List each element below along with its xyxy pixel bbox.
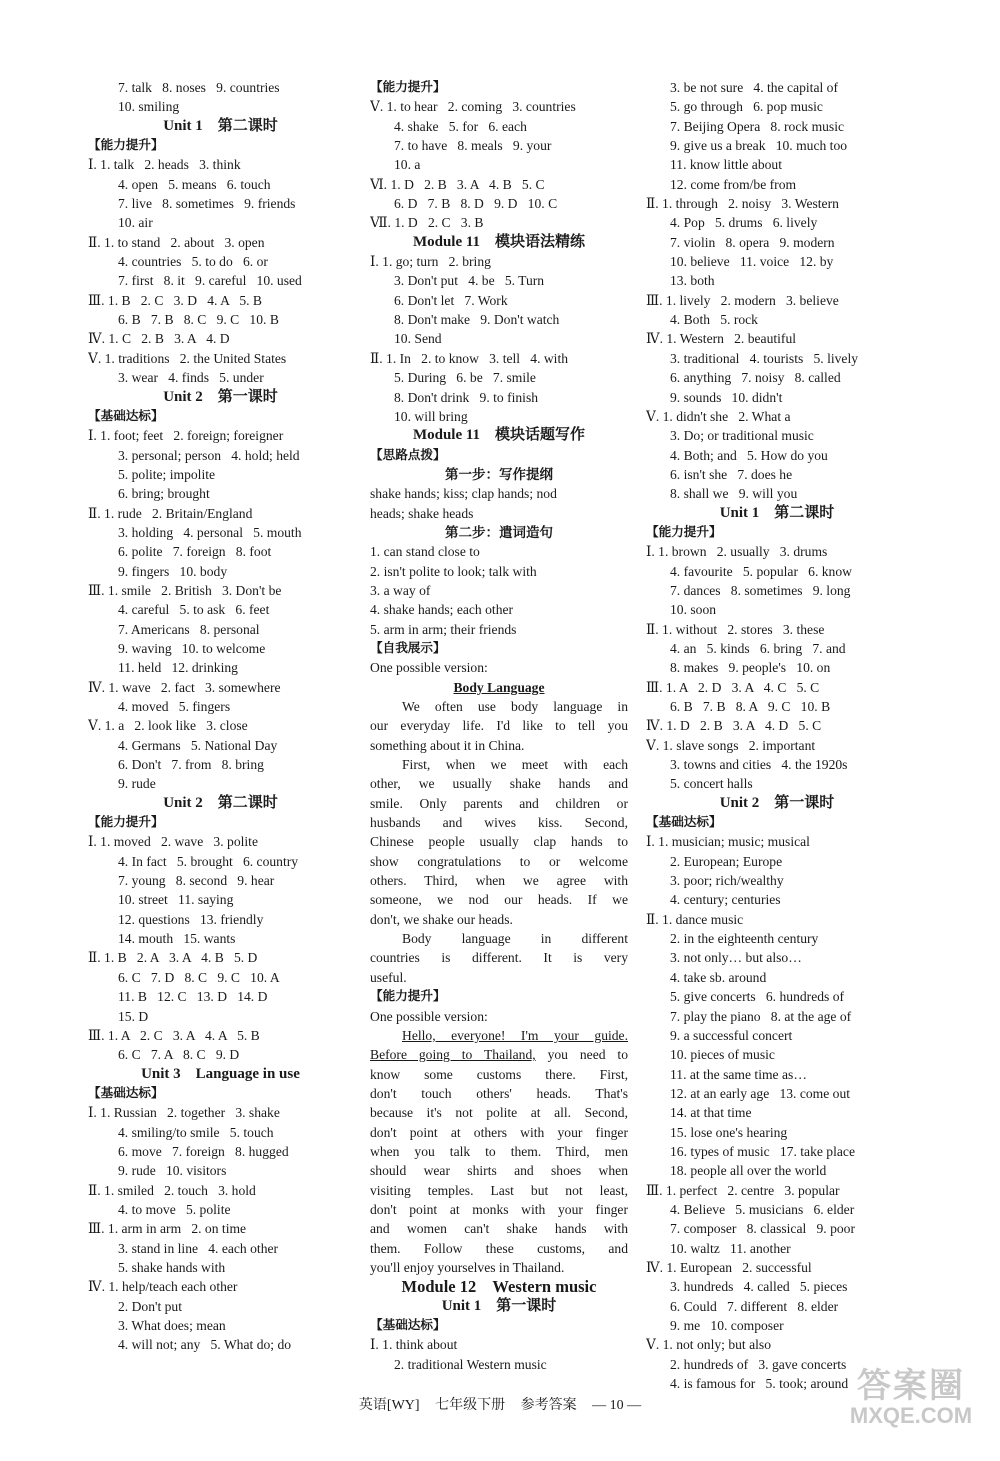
answer-line: 4. will not; any 5. What do; do	[118, 1337, 292, 1353]
answer-line: Ⅲ. 1. lively 2. modern 3. believe	[646, 292, 839, 308]
essay-line: Chinese people usually clap hands to	[370, 834, 628, 850]
answer-line: 7. live 8. sometimes 9. friends	[118, 196, 296, 212]
answer-line: 4. moved 5. fingers	[118, 699, 231, 714]
answer-line: 12. come from/be from	[670, 176, 797, 192]
answer-line: Ⅱ. 1. In 2. to know 3. tell 4. with	[370, 350, 569, 366]
answer-line: 4. smiling/to smile 5. touch	[118, 1124, 274, 1140]
answer-line: 11. held 12. drinking	[118, 660, 238, 676]
answer-line: 3. What does; mean	[118, 1318, 226, 1333]
answer-line: 15. D	[118, 1008, 149, 1024]
essay-line	[370, 1045, 628, 1064]
answer-line: 10. pieces of music	[670, 1047, 775, 1063]
answer-line: 3. personal; person 4. hold; held	[118, 447, 300, 463]
answer-line: One possible version:	[370, 1008, 488, 1024]
essay-line: Hello, everyone! I'm your guide.	[402, 1027, 628, 1043]
footer-subject: 英语[WY]	[358, 1398, 420, 1413]
answer-line: Ⅱ. 1. through 2. noisy 3. Western	[646, 196, 839, 212]
answer-line: 4. Both 5. rock	[670, 312, 758, 328]
answer-line: 18. people all over the world	[670, 1163, 827, 1179]
answer-line: 5. go through 6. pop music	[670, 99, 823, 115]
unit-heading: Unit 1 第一课时	[441, 1297, 557, 1314]
essay-line: others. Third, when we agree with	[370, 873, 628, 889]
essay-line: know some customs there. First,	[370, 1066, 628, 1082]
answer-line: 2. European; Europe	[670, 853, 783, 869]
answer-line: Ⅳ. 1. C 2. B 3. A 4. D	[88, 331, 230, 347]
answer-line: 7. to have 8. meals 9. your	[394, 138, 552, 154]
answer-line: 9. waving 10. to welcome	[118, 640, 266, 656]
answer-line: 4. favourite 5. popular 6. know	[670, 563, 852, 579]
answer-line: 8. Don't drink 9. to finish	[394, 389, 539, 405]
answer-line: 4. is famous for 5. took; around	[670, 1376, 849, 1392]
answer-line: 5. give concerts 6. hundreds of	[670, 989, 845, 1005]
unit-heading: Unit 3 Language in use	[141, 1065, 300, 1082]
answer-line: Ⅴ. 1. to hear 2. coming 3. countries	[370, 99, 576, 115]
footer-page-number: — 10 —	[592, 1398, 642, 1413]
unit-heading: Unit 2 第二课时	[163, 794, 278, 811]
answer-line: 10. air	[118, 215, 153, 231]
answer-line: Ⅳ. 1. European 2. successful	[646, 1259, 812, 1275]
essay-line: should wear shirts and shoes when	[370, 1163, 628, 1179]
answer-line: 6. Could 7. different 8. elder	[670, 1298, 839, 1314]
step-heading: 第一步：写作提纲	[445, 466, 553, 482]
answer-line: 10. Send	[394, 331, 442, 347]
essay-line: don't, we shake our heads.	[370, 911, 513, 927]
answer-line: Ⅲ. 1. smile 2. British 3. Don't be	[88, 582, 282, 598]
answer-line: 7. young 8. second 9. hear	[118, 873, 275, 889]
footer-grade: 七年级下册	[435, 1398, 506, 1413]
answer-line: 5. During 6. be 7. smile	[394, 370, 536, 386]
answer-line: Ⅱ. 1. rude 2. Britain/England	[88, 505, 253, 521]
answer-line: 3. towns and cities 4. the 1920s	[670, 757, 848, 773]
answer-line: 3. stand in line 4. each other	[118, 1240, 279, 1256]
answer-line: 10. street 11. saying	[118, 892, 234, 908]
answer-line: 7. Beijing Opera 8. rock music	[670, 118, 845, 134]
answer-line: Ⅱ. 1. smiled 2. touch 3. hold	[88, 1182, 256, 1198]
section-label: 【能力提升】	[88, 815, 164, 830]
answer-line: Ⅰ. 1. think about	[370, 1337, 458, 1353]
essay-line: don't touch others' heads. That's	[370, 1085, 628, 1101]
section-label: 【基础达标】	[88, 408, 164, 423]
footer-answer-label: 参考答案	[520, 1398, 577, 1413]
section-label: 【基础达标】	[88, 1085, 164, 1100]
answer-line: 3. Don't put 4. be 5. Turn	[394, 273, 545, 289]
essay-line: First, when we meet with each	[402, 757, 628, 773]
answer-line: 4. open 5. means 6. touch	[118, 176, 271, 192]
section-label: 【基础达标】	[370, 1318, 446, 1332]
answer-line: 6. anything 7. noisy 8. called	[670, 370, 841, 386]
watermark-logo-text: 答案圈	[857, 1367, 965, 1405]
essay-line: you'll enjoy yourselves in Thailand.	[370, 1259, 565, 1275]
answer-line: Ⅰ. 1. Russian 2. together 3. shake	[88, 1105, 280, 1121]
answer-line: Ⅲ. 1. perfect 2. centre 3. popular	[646, 1182, 840, 1198]
step-heading: 第二步：遣词造句	[445, 524, 553, 540]
answer-line: 2. in the eighteenth century	[670, 931, 819, 947]
answer-line: 10. believe 11. voice 12. by	[670, 254, 834, 270]
answer-line: 5. concert halls	[670, 776, 753, 792]
answer-line: 7. dances 8. sometimes 9. long	[670, 582, 851, 598]
answer-line: 7. composer 8. classical 9. poor	[670, 1221, 855, 1237]
answer-line: 5. arm in arm; their friends	[370, 621, 517, 637]
answer-line: Ⅳ. 1. wave 2. fact 3. somewhere	[88, 679, 281, 695]
answer-line: 14. at that time	[670, 1105, 752, 1121]
answer-line: 6. move 7. foreign 8. hugged	[118, 1143, 289, 1159]
answer-line: 6. Don't let 7. Work	[394, 292, 508, 308]
answer-line: Ⅱ. 1. to stand 2. about 3. open	[88, 234, 265, 250]
answer-line: 3. wear 4. finds 5. under	[118, 370, 264, 386]
answer-line: 6. D 7. B 8. D 9. D 10. C	[394, 196, 558, 212]
answer-line: 12. at an early age 13. come out	[670, 1085, 851, 1101]
answer-column-middle	[370, 78, 628, 1374]
answer-line: 3. poor; rich/wealthy	[670, 873, 784, 889]
answer-line: 3. Do; or traditional music	[670, 428, 814, 444]
essay-line: them. Follow these customs, and	[370, 1240, 628, 1256]
essay-line: smile. Only parents and children or	[370, 795, 628, 811]
essay-line: don't point at monks with your finger	[370, 1201, 628, 1217]
unit-heading: Module 11 模块语法精练	[412, 233, 586, 250]
answer-line: 10. waltz 11. another	[670, 1240, 791, 1256]
answer-line: 4. Pop 5. drums 6. lively	[670, 215, 818, 231]
unit-heading: Unit 1 第二课时	[719, 504, 835, 521]
answer-line: 9. me 10. composer	[670, 1318, 784, 1333]
unit-heading: Unit 1 第二课时	[163, 117, 278, 134]
answer-line: 6. C 7. D 8. C 9. C 10. A	[118, 969, 280, 985]
watermark-logo	[836, 1358, 986, 1448]
unit-heading: Unit 2 第一课时	[719, 794, 835, 811]
answer-line: Ⅰ. 1. foot; feet 2. foreign; foreigner	[88, 428, 284, 444]
answer-line: 3. traditional 4. tourists 5. lively	[670, 350, 859, 366]
answer-line: 9. fingers 10. body	[118, 563, 228, 579]
answer-column-left	[88, 78, 353, 1355]
answer-line: Ⅰ. 1. musician; music; musical	[646, 834, 810, 850]
answer-line: Ⅴ. 1. a 2. look like 3. close	[88, 718, 248, 734]
answer-line: 4. careful 5. to ask 6. feet	[118, 602, 270, 618]
answer-line: 3. a way of	[370, 582, 431, 598]
answer-line: 11. know little about	[670, 157, 783, 173]
answer-line: 13. both	[670, 273, 715, 289]
answer-line: 9. rude	[118, 776, 156, 792]
answer-line: 6. B 7. B 8. A 9. C 10. B	[670, 699, 831, 714]
essay-line: something about it in China.	[370, 737, 525, 753]
section-label: 【思路点拨】	[370, 447, 446, 462]
watermark-url: MXQE.COM	[849, 1403, 973, 1428]
answer-line: Ⅰ. 1. talk 2. heads 3. think	[88, 157, 241, 173]
answer-line: Ⅰ. 1. moved 2. wave 3. polite	[88, 834, 258, 850]
answer-line: 10. will bring	[394, 408, 468, 424]
answer-line: 4. Both; and 5. How do you	[670, 447, 828, 463]
answer-line: 3. not only… but also…	[670, 950, 802, 966]
answer-line: Ⅱ. 1. B 2. A 3. A 4. B 5. D	[88, 950, 258, 966]
answer-line: 10. soon	[670, 602, 717, 618]
answer-line: heads; shake heads	[370, 505, 474, 521]
answer-line: 4. shake 5. for 6. each	[394, 118, 527, 134]
answer-line: 4. an 5. kinds 6. bring 7. and	[670, 640, 846, 656]
answer-line: 2. Don't put	[118, 1298, 182, 1314]
essay-line: countries is different. It is very	[370, 950, 628, 966]
answer-line: 10. a	[394, 157, 421, 173]
answer-line: 6. bring; brought	[118, 486, 210, 502]
section-label: 【能力提升】	[646, 524, 722, 539]
answer-line: 8. Don't make 9. Don't watch	[394, 312, 560, 328]
answer-line: 4. take sb. around	[670, 969, 767, 985]
section-label: 【基础达标】	[646, 815, 722, 830]
answer-line: 7. play the piano 8. at the age of	[670, 1008, 852, 1024]
answer-line: Ⅲ. 1. A 2. C 3. A 4. A 5. B	[88, 1027, 260, 1043]
answer-line: 4. to move 5. polite	[118, 1201, 231, 1217]
answer-line: 4. Believe 5. musicians 6. elder	[670, 1201, 855, 1217]
answer-line: 3. hundreds 4. called 5. pieces	[670, 1279, 848, 1295]
answer-line: 9. a successful concert	[670, 1027, 793, 1043]
answer-line: Ⅳ. 1. Western 2. beautiful	[646, 331, 797, 347]
essay-line: because it's not polite at all. Second,	[370, 1105, 628, 1121]
answer-line: 6. C 7. A 8. C 9. D	[118, 1047, 240, 1063]
answer-line: 3. be not sure 4. the capital of	[670, 80, 838, 95]
essay-title: Body Language	[453, 679, 545, 695]
answer-line: 16. types of music 17. take place	[670, 1143, 855, 1159]
answer-line: 2. isn't polite to look; talk with	[370, 563, 537, 579]
answer-line: Ⅳ. 1. help/teach each other	[88, 1279, 238, 1295]
answer-line: 10. smiling	[118, 99, 180, 115]
section-label: 【自我展示】	[370, 640, 446, 655]
answer-line: 9. rude 10. visitors	[118, 1163, 227, 1179]
answer-line: 4. In fact 5. brought 6. country	[118, 853, 299, 869]
answer-line: 12. questions 13. friendly	[118, 911, 264, 927]
answer-column-right	[646, 78, 908, 1393]
section-label: 【能力提升】	[88, 138, 164, 153]
section-label: 【能力提升】	[370, 989, 446, 1004]
answer-line: Ⅴ. 1. traditions 2. the United States	[88, 350, 287, 366]
answer-line: Ⅵ. 1. D 2. B 3. A 4. B 5. C	[370, 176, 545, 192]
answer-line: 5. polite; impolite	[118, 466, 216, 482]
answer-line: 11. at the same time as…	[670, 1066, 807, 1082]
answer-line: 1. can stand close to	[370, 544, 480, 560]
answer-line: shake hands; kiss; clap hands; nod	[370, 486, 557, 502]
answer-line: 7. Americans 8. personal	[118, 621, 260, 637]
unit-heading: Unit 2 第一课时	[163, 388, 278, 405]
answer-line: 5. shake hands with	[118, 1259, 226, 1275]
essay-line: show congratulations to or welcome	[370, 853, 628, 869]
essay-line: We often use body language in	[402, 699, 628, 714]
answer-line: Ⅰ. 1. go; turn 2. bring	[370, 254, 491, 270]
answer-line: 7. violin 8. opera 9. modern	[670, 234, 835, 250]
answer-line: 6. isn't she 7. does he	[670, 466, 793, 482]
answer-line: 2. traditional Western music	[394, 1356, 547, 1372]
answer-line: 7. first 8. it 9. careful 10. used	[118, 273, 302, 289]
essay-text: you need to	[535, 1047, 628, 1063]
essay-line: other, we usually shake hands and	[370, 776, 628, 792]
section-label: 【能力提升】	[370, 80, 446, 94]
unit-heading: Module 12 Western music	[401, 1277, 597, 1297]
answer-line: 6. polite 7. foreign 8. foot	[118, 544, 272, 560]
essay-line: visiting temples. Last but not least,	[370, 1182, 628, 1198]
answer-line: 9. sounds 10. didn't	[670, 389, 783, 405]
answer-line: Ⅴ. 1. didn't she 2. What a	[646, 408, 791, 424]
answer-line: Ⅳ. 1. D 2. B 3. A 4. D 5. C	[646, 718, 822, 734]
answer-line: 4. countries 5. to do 6. or	[118, 254, 268, 270]
answer-line: 4. Germans 5. National Day	[118, 737, 278, 753]
essay-line: and women can't shake hands with	[370, 1221, 628, 1237]
answer-line: Ⅲ. 1. B 2. C 3. D 4. A 5. B	[88, 292, 262, 308]
answer-line: Ⅶ. 1. D 2. C 3. B	[370, 215, 484, 231]
answer-line: 6. B 7. B 8. C 9. C 10. B	[118, 312, 279, 328]
essay-line: useful.	[370, 969, 407, 985]
unit-heading: Module 11 模块话题写作	[412, 427, 586, 444]
answer-line: 4. shake hands; each other	[370, 602, 514, 618]
answer-line: 11. B 12. C 13. D 14. D	[118, 989, 268, 1005]
essay-line: don't point at others with your finger	[370, 1124, 628, 1140]
answer-line: 8. shall we 9. will you	[670, 486, 798, 502]
answer-line: One possible version:	[370, 660, 488, 676]
essay-line: our everyday life. I'd like to tell you	[370, 718, 628, 734]
answer-line: 2. hundreds of 3. gave concerts	[670, 1356, 847, 1372]
answer-line: Ⅴ. 1. not only; but also	[646, 1337, 771, 1353]
essay-line: someone, we nod our heads. If we	[370, 892, 628, 908]
answer-line: 3. holding 4. personal 5. mouth	[118, 524, 302, 540]
answer-line: Ⅱ. 1. dance music	[646, 911, 744, 927]
answer-line: 9. give us a break 10. much too	[670, 138, 848, 154]
answer-line: Ⅱ. 1. without 2. stores 3. these	[646, 621, 825, 637]
essay-line: Body language in different	[402, 931, 628, 947]
answer-line: Ⅴ. 1. slave songs 2. important	[646, 737, 816, 753]
answer-line: 4. century; centuries	[670, 892, 781, 908]
answer-line: 14. mouth 15. wants	[118, 931, 236, 947]
answer-line: 7. talk 8. noses 9. countries	[118, 80, 280, 95]
essay-line: when you talk to them. Third, men	[370, 1143, 628, 1159]
answer-line: 6. Don't 7. from 8. bring	[118, 757, 264, 773]
answer-line: Ⅰ. 1. brown 2. usually 3. drums	[646, 544, 828, 560]
answer-line: Ⅲ. 1. arm in arm 2. on time	[88, 1221, 247, 1237]
underlined-phrase: Before going to Thailand,	[370, 1047, 536, 1063]
answer-line: 15. lose one's hearing	[670, 1124, 788, 1140]
answer-line: Ⅲ. 1. A 2. D 3. A 4. C 5. C	[646, 679, 820, 695]
answer-line: 8. makes 9. people's 10. on	[670, 660, 831, 676]
essay-line: husbands and wives kiss. Second,	[370, 815, 628, 831]
